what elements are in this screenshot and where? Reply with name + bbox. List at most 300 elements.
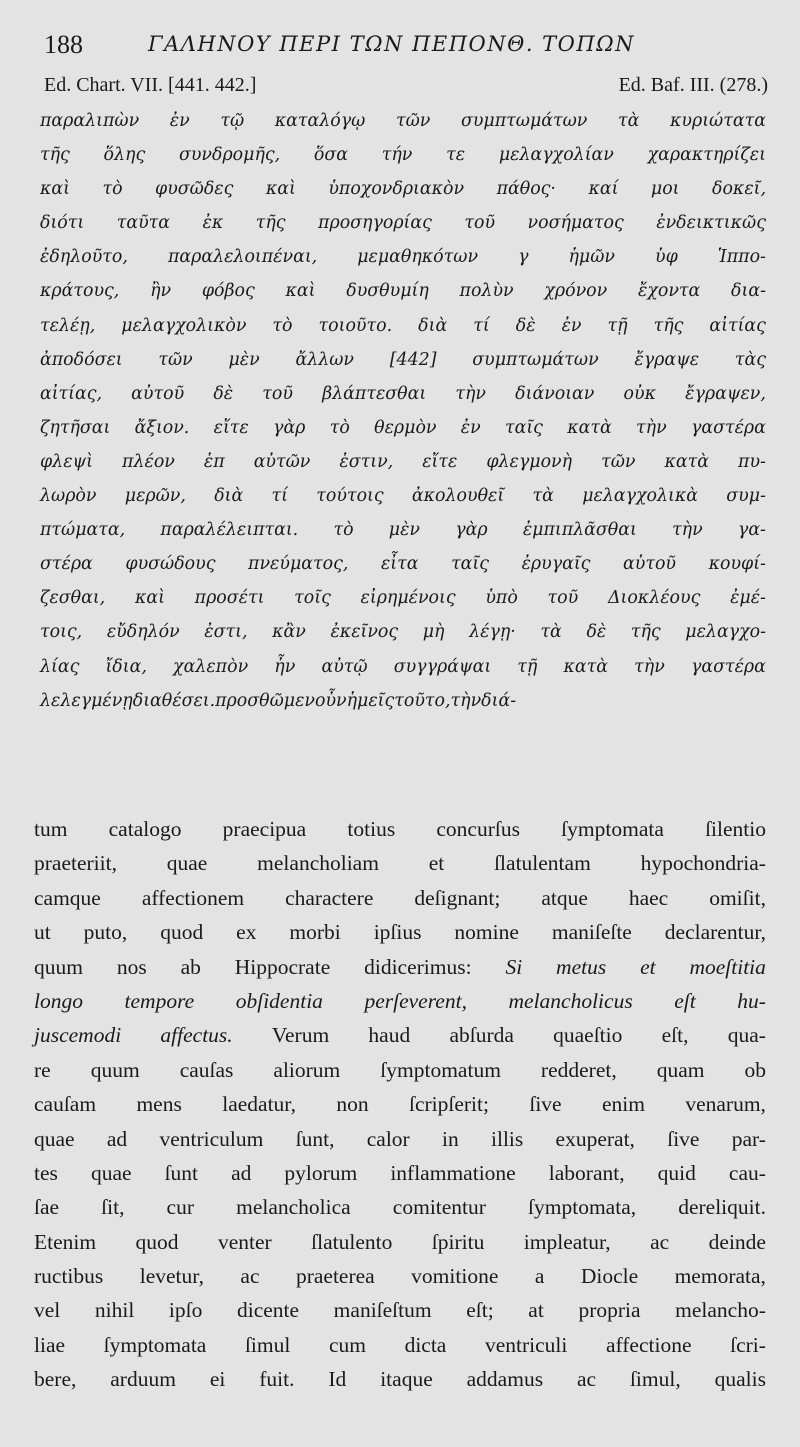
- greek-word: συγγράψαι: [393, 656, 492, 677]
- greek-word: ἢν: [150, 281, 172, 302]
- greek-word: ὅλης: [103, 145, 146, 166]
- latin-word: propria: [578, 1298, 641, 1323]
- greek-word: ἔγραψε: [634, 349, 700, 370]
- latin-word: omiſit,: [709, 885, 766, 910]
- latin-word: in: [441, 1126, 459, 1151]
- latin-word: ad: [106, 1126, 128, 1151]
- latin-word: deinde: [708, 1229, 766, 1254]
- greek-word: τὴν: [634, 656, 665, 677]
- edition-reference-line: [44, 74, 768, 104]
- greek-word: γ: [518, 247, 529, 268]
- greek-word: ἄξιον.: [134, 417, 190, 438]
- greek-word: γὰρ: [273, 417, 306, 438]
- latin-word: Si: [505, 954, 523, 979]
- greek-word: πνεύματος,: [248, 554, 349, 575]
- greek-word: ἐπ: [203, 451, 225, 472]
- greek-word: ταῖς: [451, 554, 489, 575]
- greek-word: τοῦ: [464, 213, 496, 234]
- latin-word: quae: [34, 1126, 75, 1151]
- greek-word: συμ-: [726, 486, 766, 507]
- latin-word: arduum: [110, 1367, 176, 1392]
- latin-word: catalogo: [108, 817, 182, 841]
- latin-word: camque: [34, 885, 101, 910]
- latin-word: fuit.: [259, 1367, 295, 1392]
- greek-word: χρόνον: [544, 281, 608, 302]
- latin-word: nos: [116, 954, 147, 979]
- greek-word: τοῦτο,: [394, 690, 451, 711]
- latin-word: praecipua: [222, 817, 307, 841]
- latin-word: praeteriit,: [34, 851, 117, 876]
- latin-word: quaeſtio: [553, 1023, 623, 1048]
- latin-word: quod: [135, 1229, 179, 1254]
- greek-text-line: [40, 479, 766, 513]
- greek-word: γα-: [737, 520, 766, 541]
- latin-word: ei: [209, 1367, 226, 1392]
- greek-word: διαθέσει.: [132, 690, 216, 711]
- greek-word: ἐν: [561, 315, 582, 336]
- latin-word: comitentur: [392, 1195, 486, 1220]
- latin-word: haud: [368, 1023, 411, 1048]
- greek-word: ἐκ: [202, 213, 224, 234]
- greek-word: ἐμπιπλᾶσθαι: [522, 520, 637, 541]
- greek-word: τῇ: [607, 315, 628, 336]
- greek-word: μὲν: [388, 520, 420, 541]
- greek-word: καὶ: [265, 179, 296, 200]
- latin-word: at: [528, 1298, 544, 1323]
- greek-word: τήν: [381, 145, 413, 166]
- greek-word: ἔχοντα: [638, 281, 701, 302]
- latin-word: declarentur,: [664, 920, 766, 945]
- latin-word: ſymptomata: [561, 817, 664, 841]
- greek-word: μεμαθηκότων: [357, 247, 479, 268]
- greek-word: τοῖς: [294, 588, 331, 609]
- greek-word: ἐστιν,: [339, 451, 394, 472]
- greek-word: φλεψὶ: [40, 451, 93, 472]
- greek-word: κράτους,: [40, 281, 120, 302]
- latin-text-line: [34, 1018, 766, 1052]
- greek-word: τὴν: [450, 690, 482, 711]
- latin-word: morbi: [289, 920, 341, 945]
- greek-word: ταῖς: [504, 417, 543, 438]
- latin-word: puto,: [83, 920, 128, 945]
- greek-word: πυ-: [738, 451, 766, 472]
- latin-word: ex: [236, 920, 257, 945]
- latin-word: par-: [731, 1126, 766, 1151]
- latin-text-line: [34, 1293, 766, 1327]
- latin-word: ac: [240, 1264, 260, 1289]
- latin-word: redderet,: [540, 1057, 617, 1082]
- greek-word: λίας: [40, 656, 80, 677]
- greek-word: μὲν: [228, 349, 260, 370]
- greek-word: κἂν: [272, 622, 306, 643]
- greek-text-line: [40, 274, 766, 308]
- greek-word: δὲ: [213, 383, 234, 404]
- greek-word: δὲ: [515, 315, 536, 336]
- latin-word: ſlatulentam: [494, 851, 591, 876]
- latin-word: itaque: [380, 1367, 433, 1392]
- latin-word: ſilentio: [705, 817, 766, 841]
- latin-word: melancho-: [675, 1298, 766, 1323]
- greek-word: ἴδια,: [105, 656, 147, 677]
- greek-word: ἐκεῖνος: [330, 622, 399, 643]
- greek-word: Διοκλέους: [607, 588, 701, 609]
- latin-word: venter: [217, 1229, 272, 1254]
- latin-word: tum: [34, 817, 68, 841]
- latin-word: et: [428, 851, 445, 876]
- greek-word: εἴτε: [213, 417, 249, 438]
- greek-word: ἐρυγαῖς: [521, 554, 591, 575]
- latin-word: ſunt: [164, 1160, 199, 1185]
- latin-word: quid: [657, 1160, 696, 1185]
- latin-word: vel: [34, 1298, 61, 1323]
- greek-word: δια-: [731, 281, 766, 302]
- latin-word: vomitione: [411, 1264, 499, 1289]
- greek-word: τὰ: [532, 486, 554, 507]
- greek-word: μερῶν,: [124, 486, 186, 507]
- latin-word: ipſius: [373, 920, 422, 945]
- latin-word: calor: [366, 1126, 410, 1151]
- greek-word: ἐστι,: [204, 622, 248, 643]
- greek-word: ἐν: [169, 111, 190, 131]
- latin-word: metus: [556, 954, 607, 979]
- greek-word: διά-: [481, 690, 517, 711]
- greek-word: καί: [588, 179, 619, 200]
- latin-word: tes: [34, 1160, 58, 1185]
- greek-word: αὐτῶν: [253, 451, 311, 472]
- greek-word: τὰς: [734, 349, 766, 370]
- latin-word: mens: [136, 1092, 182, 1117]
- latin-word: ſit,: [101, 1195, 125, 1220]
- latin-word: tempore: [124, 988, 195, 1013]
- latin-word: ſlatulento: [311, 1229, 393, 1254]
- greek-word: ταῦτα: [116, 213, 171, 234]
- latin-word: Verum: [271, 1023, 330, 1048]
- greek-word: τὴν: [636, 417, 667, 438]
- greek-word: ἀποδόσει: [40, 349, 123, 370]
- greek-word: διὰ: [418, 315, 448, 336]
- latin-word: laborant,: [548, 1160, 625, 1185]
- greek-word: τούτοις: [316, 486, 384, 507]
- greek-text-line: [40, 445, 766, 479]
- latin-text-line: [34, 846, 766, 880]
- edition-reference-basel: Ed. Baf. III. (278.): [618, 74, 768, 96]
- latin-word: quum: [34, 954, 83, 979]
- greek-word: γαστέρα: [690, 656, 766, 677]
- latin-word: hypochondria-: [640, 851, 766, 876]
- latin-text-line: [34, 1225, 766, 1259]
- latin-word: illis: [491, 1126, 524, 1151]
- greek-word: καταλόγῳ: [274, 111, 366, 131]
- greek-word: οὖν: [314, 690, 347, 711]
- greek-text-line: [40, 206, 766, 240]
- greek-text-line: [40, 547, 766, 581]
- greek-word: παραλιπὼν: [40, 111, 140, 131]
- greek-word: αἰτίας,: [40, 383, 103, 404]
- greek-text-line: [40, 104, 766, 138]
- latin-word: dicente: [236, 1298, 300, 1323]
- greek-word: [442]: [389, 349, 437, 370]
- greek-word: τῷ: [220, 111, 245, 131]
- greek-word: αὐτῷ: [321, 656, 368, 677]
- latin-word: affectionem: [141, 885, 245, 910]
- greek-word: προσέτι: [194, 588, 265, 609]
- greek-word: ἀκολουθεῖ: [411, 486, 505, 507]
- latin-word: concurſus: [436, 817, 520, 841]
- greek-word: φόβος: [201, 281, 255, 302]
- greek-word: τῇ: [517, 656, 538, 677]
- greek-word: προσθῶμεν: [215, 690, 315, 711]
- greek-word: εἴτε: [422, 451, 458, 472]
- greek-word: τί: [271, 486, 288, 507]
- greek-word: τὸ: [333, 520, 354, 541]
- greek-word: νοσήματος: [527, 213, 624, 234]
- greek-word: μελαγχολίαν: [498, 145, 614, 166]
- latin-word: ſymptomatum: [380, 1057, 501, 1082]
- latin-text-line: [34, 984, 766, 1018]
- latin-word: non: [336, 1092, 369, 1117]
- greek-word: αὐτοῦ: [131, 383, 185, 404]
- running-title: ΓΑΛΗΝΟΥ ΠΕΡΙ ΤΩΝ ΠΕΠΟΝΘ. ΤΟΠΩΝ: [148, 32, 635, 56]
- greek-word: τῶν: [601, 451, 636, 472]
- latin-text-line: [34, 1156, 766, 1190]
- greek-word: μοι: [650, 179, 680, 200]
- greek-word: διότι: [40, 213, 85, 234]
- latin-text-line: [34, 1087, 766, 1121]
- latin-word: cauſam: [34, 1092, 97, 1117]
- greek-text-line: [40, 377, 766, 411]
- greek-text-line: [40, 138, 766, 172]
- greek-text-line: [40, 411, 766, 445]
- latin-word: qua-: [727, 1023, 766, 1048]
- greek-word: ἄλλων: [295, 349, 354, 370]
- latin-word: bere,: [34, 1367, 77, 1392]
- latin-word: cau-: [728, 1160, 766, 1185]
- latin-text-line: [34, 1259, 766, 1293]
- latin-word: cum: [328, 1332, 366, 1357]
- latin-word: obſidentia: [235, 988, 323, 1013]
- greek-word: παραλέλειπται.: [160, 520, 299, 541]
- latin-word: exuperat,: [555, 1126, 635, 1151]
- latin-text-line: [34, 1053, 766, 1087]
- latin-word: Diocle: [580, 1264, 639, 1289]
- greek-word: μελαγχολικὰ: [582, 486, 698, 507]
- greek-word: τὸ: [329, 417, 350, 438]
- latin-word: ructibus: [34, 1264, 104, 1289]
- greek-word: τὴν: [672, 520, 703, 541]
- greek-word: μελαγχολικὸν: [121, 315, 247, 336]
- latin-text-line: [34, 915, 766, 949]
- greek-word: λελεγμένῃ: [40, 690, 133, 711]
- greek-word: τοῦ: [547, 588, 579, 609]
- greek-word: κουφί-: [708, 554, 766, 575]
- greek-word: τί: [473, 315, 490, 336]
- latin-word: re: [34, 1057, 51, 1082]
- greek-word: τὸ: [272, 315, 293, 336]
- latin-word: dereliquit.: [678, 1195, 766, 1220]
- greek-word: δυσθυμίη: [346, 281, 429, 302]
- latin-word: juscemodi: [34, 1023, 122, 1048]
- greek-word: ἦν: [274, 656, 296, 677]
- latin-word: quae: [166, 851, 208, 876]
- greek-word: ἐνδεικτικῶς: [656, 213, 766, 234]
- latin-word: ſive: [667, 1126, 700, 1151]
- greek-word: πλέον: [122, 451, 175, 472]
- edition-reference-chartier: Ed. Chart. VII. [441. 442.]: [44, 74, 257, 96]
- greek-word: τελέῃ,: [40, 315, 96, 336]
- greek-word: ἐμέ-: [730, 588, 766, 609]
- latin-word: ac: [650, 1229, 670, 1254]
- greek-word: τῆς: [255, 213, 286, 234]
- greek-word: τῶν: [395, 111, 431, 131]
- greek-word: βλάπτεσθαι: [322, 383, 427, 404]
- latin-word: cauſas: [179, 1057, 234, 1082]
- latin-word: praeterea: [295, 1264, 375, 1289]
- latin-word: charactere: [285, 885, 374, 910]
- greek-word: χαρακτηρίζει: [647, 145, 766, 166]
- latin-word: liae: [34, 1332, 66, 1357]
- greek-word: ὑποχονδριακὸν: [328, 179, 465, 200]
- greek-word: μὴ: [422, 622, 445, 643]
- latin-text-line: [34, 1190, 766, 1224]
- greek-word: ζητῆσαι: [40, 417, 111, 438]
- greek-word: εἶτα: [380, 554, 419, 575]
- latin-word: ventriculum: [159, 1126, 264, 1151]
- latin-word: ad: [231, 1160, 252, 1185]
- latin-word: aliorum: [273, 1057, 341, 1082]
- greek-word: διὰ: [214, 486, 244, 507]
- greek-word: τῆς: [653, 315, 684, 336]
- latin-word: maniſeſte: [551, 920, 632, 945]
- latin-word: venarum,: [685, 1092, 766, 1117]
- greek-text-line: [40, 684, 766, 718]
- latin-word: eſt;: [466, 1298, 494, 1323]
- latin-text-line: [34, 1328, 766, 1362]
- latin-word: affectione: [605, 1332, 692, 1357]
- greek-text-line: [40, 240, 766, 274]
- greek-word: κατὰ: [563, 656, 609, 677]
- greek-word: παραλελοιπέναι,: [167, 247, 318, 268]
- latin-word: pylorum: [284, 1160, 358, 1185]
- latin-word: moeſtitia: [689, 954, 766, 979]
- latin-word: inflammatione: [390, 1160, 516, 1185]
- greek-word: φυσῶδες: [155, 179, 234, 200]
- latin-word: hu-: [737, 988, 766, 1013]
- greek-word: πολὺν: [459, 281, 514, 302]
- latin-word: eſt,: [661, 1023, 689, 1048]
- latin-word: maniſeſtum: [333, 1298, 432, 1323]
- page-number: 188: [44, 30, 83, 59]
- latin-word: eſt: [674, 988, 696, 1013]
- greek-word: τῶν: [158, 349, 193, 370]
- latin-word: dicta: [404, 1332, 447, 1357]
- latin-word: melancholicus: [508, 988, 633, 1013]
- latin-word: melancholiam: [257, 851, 379, 876]
- greek-word: κατὰ: [567, 417, 612, 438]
- greek-word: τοις,: [40, 622, 83, 643]
- latin-word: affectus.: [160, 1023, 233, 1048]
- latin-word: ſimul: [244, 1332, 291, 1357]
- greek-word: γὰρ: [455, 520, 488, 541]
- greek-word: ὑπὸ: [485, 588, 518, 609]
- latin-word: qualis: [714, 1367, 766, 1392]
- greek-word: δοκεῖ,: [711, 179, 766, 200]
- greek-word: τὰ: [618, 111, 640, 131]
- greek-text-block: [40, 104, 766, 718]
- latin-text-line: [34, 881, 766, 915]
- greek-word: πτώματα,: [40, 520, 126, 541]
- latin-word: ipſo: [168, 1298, 203, 1323]
- greek-word: ἐν: [460, 417, 481, 438]
- latin-word: ſymptomata,: [528, 1195, 637, 1220]
- greek-word: πάθος·: [496, 179, 556, 200]
- latin-word: ſae: [34, 1195, 60, 1220]
- greek-word: ἔγραψεν,: [685, 383, 766, 404]
- latin-word: Id: [328, 1367, 347, 1392]
- latin-word: haec: [628, 885, 669, 910]
- greek-word: κυριώτατα: [670, 111, 766, 131]
- greek-word: στέρα: [40, 554, 93, 575]
- latin-word: Hippocrate: [234, 954, 331, 979]
- latin-word: et: [640, 954, 656, 979]
- greek-word: συμπτωμάτων: [460, 111, 588, 131]
- greek-word: αἰτίας: [709, 315, 766, 336]
- latin-word: ſcripſerit;: [408, 1092, 489, 1117]
- latin-word: quae: [90, 1160, 132, 1185]
- greek-word: διάνοιαν: [515, 383, 595, 404]
- latin-word: perſeverent,: [364, 988, 467, 1013]
- latin-text-line: [34, 1362, 766, 1396]
- greek-word: τοιοῦτο.: [318, 315, 393, 336]
- latin-word: abſurda: [449, 1023, 514, 1048]
- latin-word: ac: [576, 1367, 597, 1392]
- latin-word: ſunt,: [295, 1126, 335, 1151]
- greek-word: αὐτοῦ: [623, 554, 676, 575]
- running-head: [44, 26, 764, 66]
- latin-word: cur: [166, 1195, 194, 1220]
- latin-word: memorata,: [674, 1264, 766, 1289]
- greek-word: τῆς: [40, 145, 70, 166]
- latin-word: addamus: [466, 1367, 544, 1392]
- latin-word: ſcri-: [730, 1332, 766, 1357]
- greek-word: χαλεπὸν: [173, 656, 249, 677]
- latin-word: atque: [541, 885, 588, 910]
- latin-word: ſimul,: [629, 1367, 681, 1392]
- greek-word: τε: [446, 145, 466, 166]
- greek-word: συνδρομῆς,: [178, 145, 281, 166]
- greek-word: φυσώδους: [125, 554, 216, 575]
- latin-word: didicerimus:: [364, 954, 472, 979]
- greek-word: συμπτωμάτων: [472, 349, 599, 370]
- greek-text-line: [40, 172, 766, 206]
- greek-word: τοῦ: [262, 383, 293, 404]
- greek-word: τῆς: [630, 622, 661, 643]
- latin-text-line: [34, 1122, 766, 1156]
- latin-word: enim: [601, 1092, 645, 1117]
- latin-word: laedatur,: [222, 1092, 296, 1117]
- latin-text-block: [34, 812, 766, 1397]
- greek-word: ἡμεῖς: [346, 690, 395, 711]
- latin-text-line: [34, 812, 766, 846]
- latin-word: melancholica: [236, 1195, 351, 1220]
- greek-word: εὔδηλόν: [106, 622, 180, 643]
- greek-word: λωρὸν: [40, 486, 97, 507]
- latin-word: Etenim: [34, 1229, 97, 1254]
- greek-word: λέγῃ·: [469, 622, 516, 643]
- latin-word: nihil: [94, 1298, 135, 1323]
- greek-text-line: [40, 513, 766, 547]
- latin-word: ob: [744, 1057, 766, 1082]
- latin-word: ſpiritu: [431, 1229, 485, 1254]
